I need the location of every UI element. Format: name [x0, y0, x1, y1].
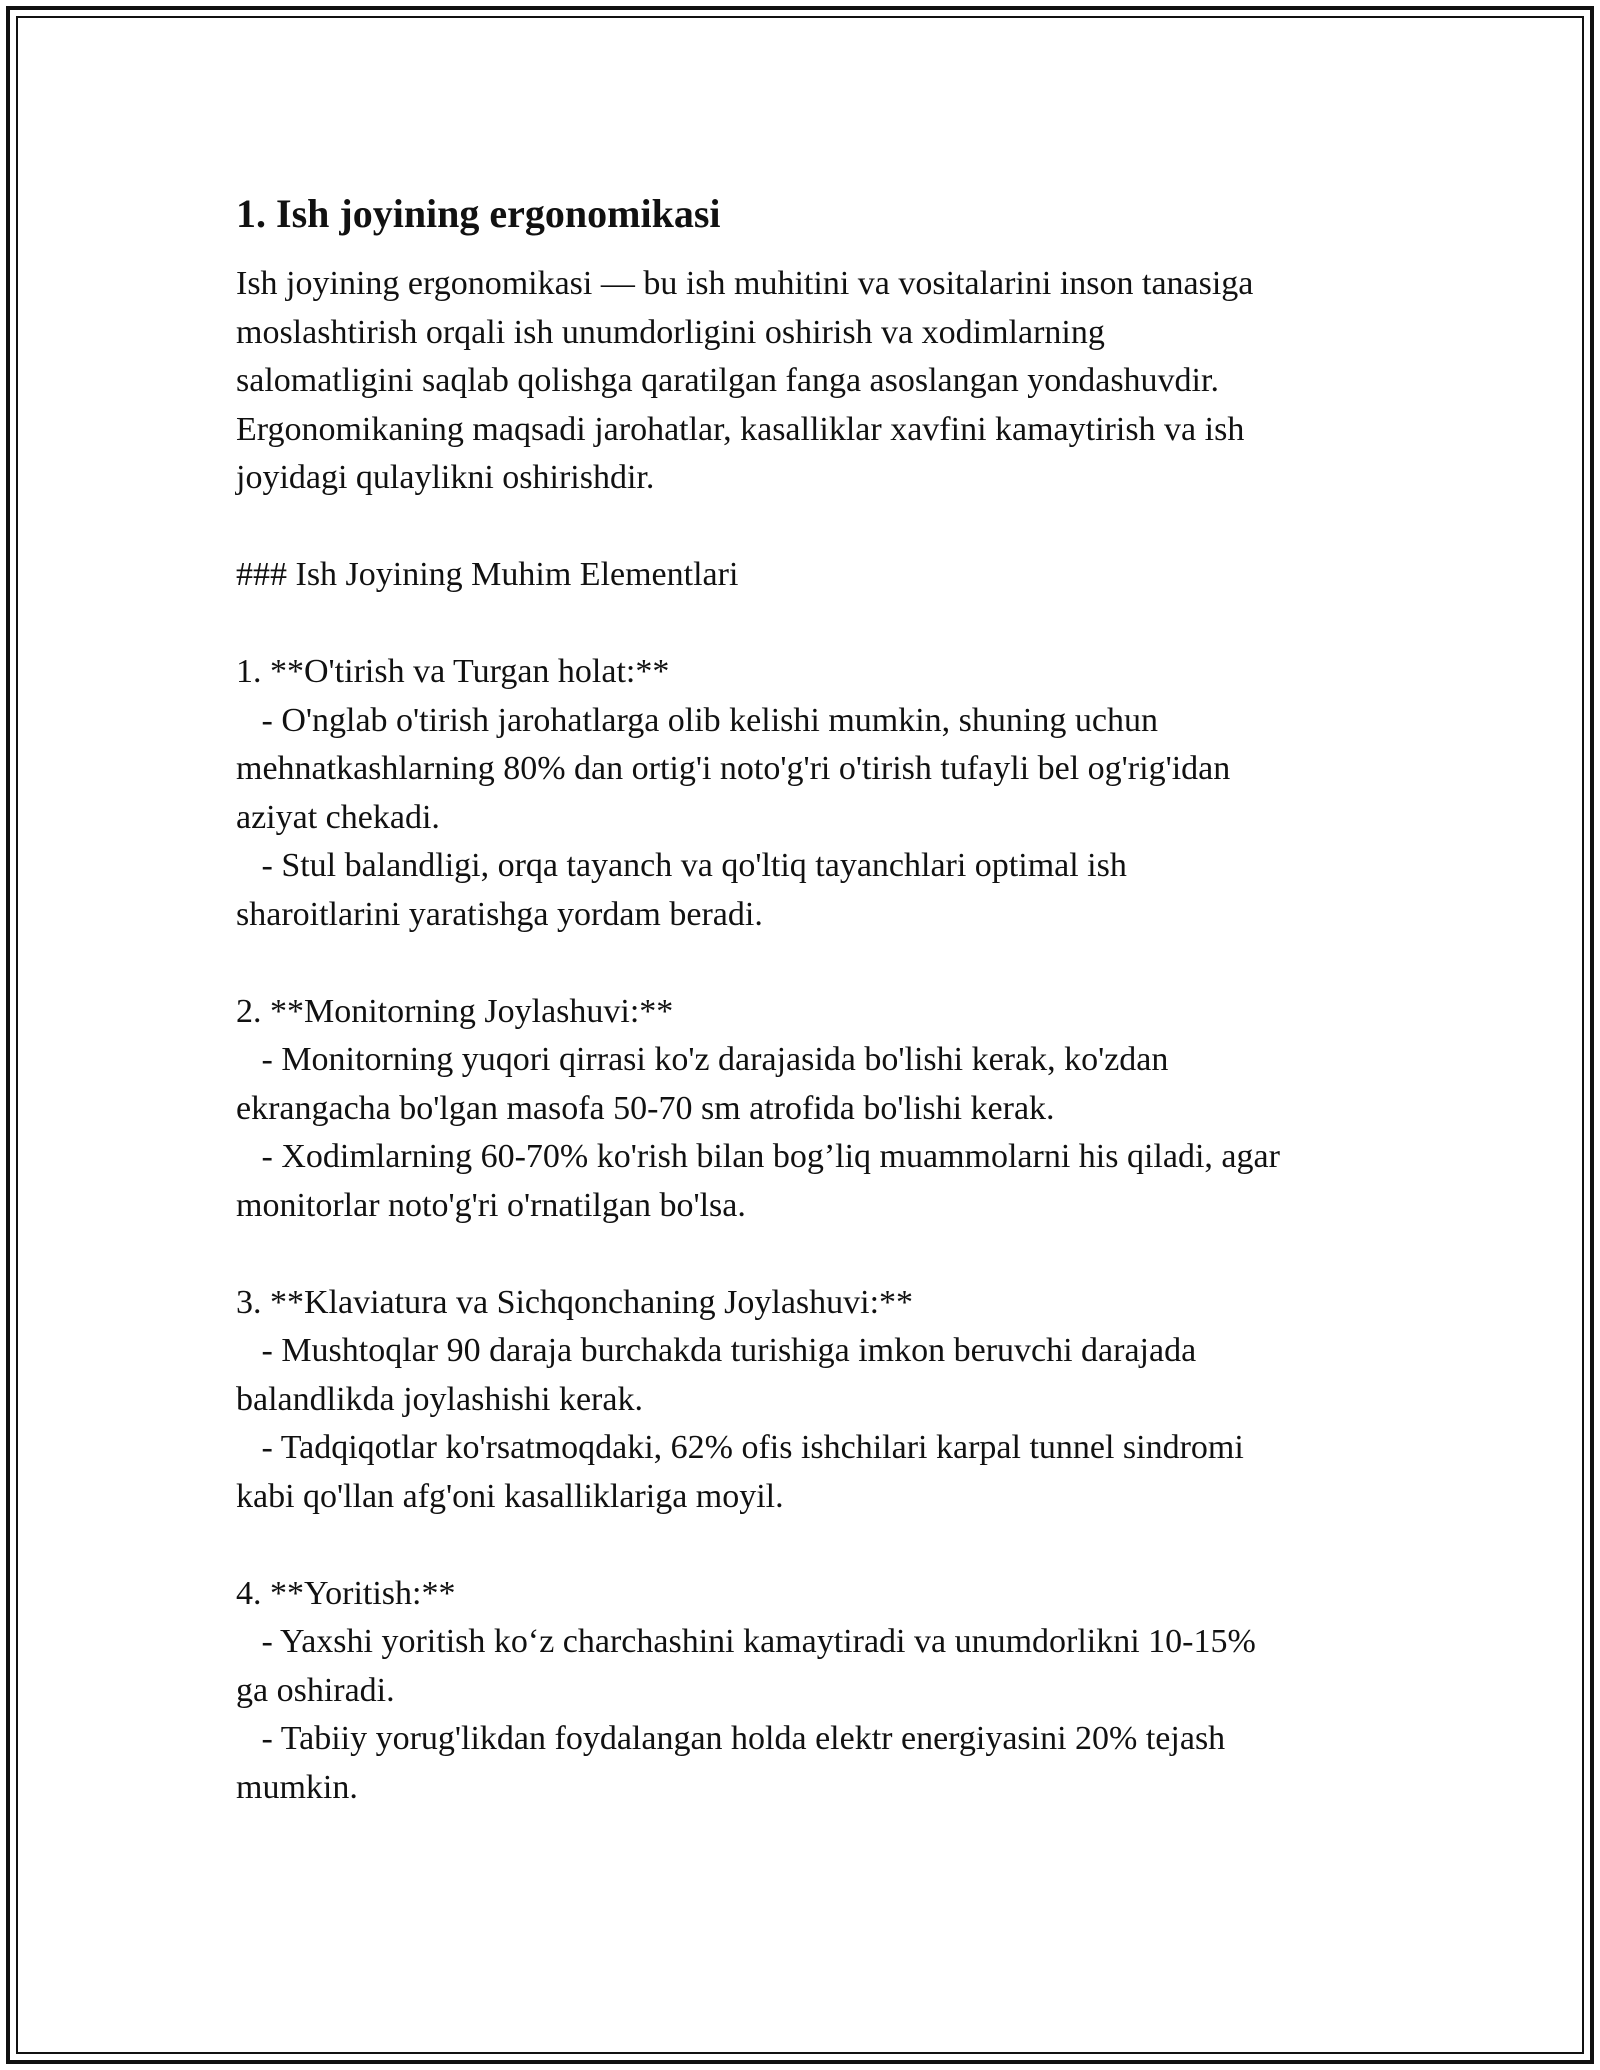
- list-item-heading: 2. **Monitorning Joylashuvi:**: [236, 992, 674, 1030]
- document-title: 1. Ish joyining ergonomikasi: [236, 191, 721, 236]
- section-subheading: ### Ish Joyining Muhim Elementlari: [236, 556, 739, 593]
- intro-line: salomatligini saqlab qolishga qaratilgan fanga asoslangan yondashuvdir.: [236, 362, 1219, 399]
- intro-line: Ergonomikaning maqsadi jarohatlar, kasalliklar xavfini kamaytirish va ish: [236, 410, 1245, 448]
- list-item-line: - O'nglab o'tirish jarohatlarga olib kelishi mumkin, shuning uchun: [236, 701, 1158, 739]
- list-item-heading: 4. **Yoritish:**: [236, 1574, 456, 1612]
- list-item-line: - Xodimlarning 60-70% ko'rish bilan bog’liq muammolarni his qiladi, agar: [236, 1138, 1280, 1175]
- spacer: [236, 600, 1376, 649]
- list-item: [236, 648, 1376, 939]
- list-item-line: mehnatkashlarning 80% dan ortig'i noto'g'ri o'tirish tufayli bel og'rig'idan: [236, 750, 1231, 787]
- list-item: [236, 1570, 1376, 1813]
- list-item-line: aziyat chekadi.: [236, 798, 440, 836]
- list-item-line: monitorlar noto'g'ri o'rnatilgan bo'lsa.: [236, 1186, 746, 1224]
- list-item-line: ga oshiradi.: [236, 1671, 395, 1709]
- list-item-line: - Tadqiqotlar ko'rsatmoqdaki, 62% ofis ishchilari karpal tunnel sindromi: [236, 1429, 1244, 1466]
- list-item-line: sharoitlarini yaratishga yordam beradi.: [236, 895, 763, 933]
- list-item-line: - Monitorning yuqori qirrasi ko'z darajasida bo'lishi kerak, ko'zdan: [236, 1041, 1169, 1078]
- list-item-line: - Stul balandligi, orqa tayanch va qo'ltiq tayanchlari optimal ish: [236, 847, 1127, 884]
- list-item: [236, 988, 1376, 1231]
- intro-paragraph: [236, 260, 1376, 503]
- document-body: [236, 188, 1376, 1812]
- list-item-line: ekrangacha bo'lgan masofa 50-70 sm atrofida bo'lishi kerak.: [236, 1089, 1055, 1127]
- list-item-line: - Tabiiy yorug'likdan foydalangan holda elektr energiyasini 20% tejash: [236, 1720, 1226, 1757]
- spacer: [236, 1230, 1376, 1279]
- intro-line: moslashtirish orqali ish unumdorligini oshirish va xodimlarning: [236, 313, 1105, 351]
- list-item-heading: 1. **O'tirish va Turgan holat:**: [236, 653, 670, 690]
- list-item-heading: 3. **Klaviatura va Sichqonchaning Joylashuvi:**: [236, 1283, 914, 1321]
- list-item-line: kabi qo'llan afg'oni kasalliklariga moyil.: [236, 1477, 784, 1515]
- intro-line: joyidagi qulaylikni oshirishdir.: [236, 459, 655, 496]
- spacer: [236, 503, 1376, 552]
- list-item-line: balandlikda joylashishi kerak.: [236, 1380, 643, 1418]
- spacer: [236, 1521, 1376, 1570]
- spacer: [236, 939, 1376, 988]
- list-item: [236, 1279, 1376, 1522]
- list-item-line: - Yaxshi yoritish ko‘z charchashini kamaytiradi va unumdorlikni 10-15%: [236, 1623, 1256, 1660]
- list-item-line: - Mushtoqlar 90 daraja burchakda turishiga imkon beruvchi darajada: [236, 1332, 1197, 1369]
- list-item-line: mumkin.: [236, 1768, 358, 1806]
- intro-line: Ish joyining ergonomikasi — bu ish muhitini va vositalarini inson tanasiga: [236, 265, 1254, 302]
